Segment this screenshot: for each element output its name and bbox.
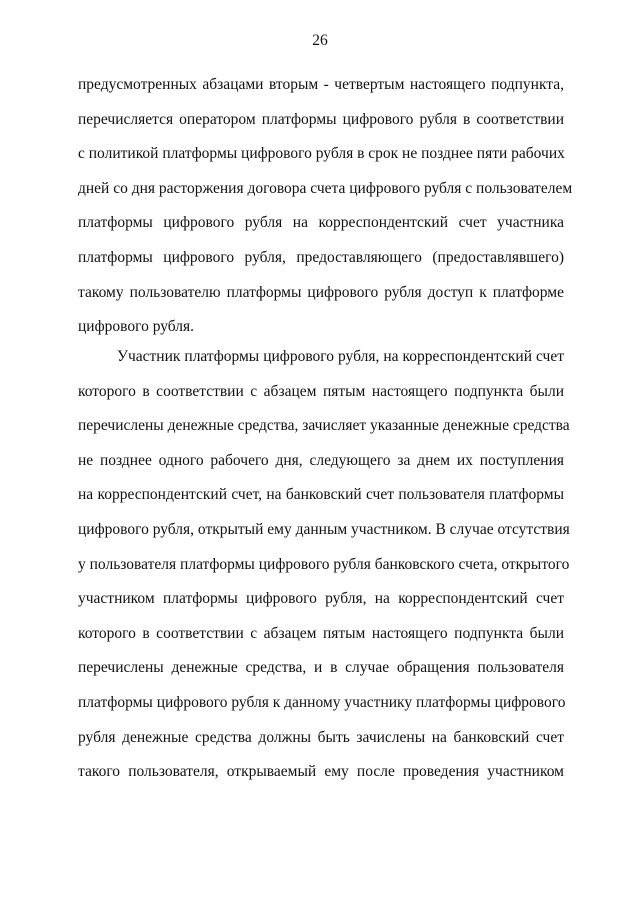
text-line: участником платформы цифрового рубля, на корреспондентский счет [78, 590, 564, 608]
text-line: Участник платформы цифрового рубля, на корреспондентский счет [117, 348, 564, 365]
text-line: которого в соответствии с абзацем пятым настоящего подпункта были [78, 624, 564, 642]
text-line: платформы цифрового рубля к данному участнику платформы цифрового [78, 693, 566, 711]
text-line: цифрового рубля. [78, 318, 195, 336]
page-number: 26 [312, 32, 328, 49]
text-line: перечисляется оператором платформы цифрового рубля в соответствии [78, 110, 564, 128]
paragraph-2 [78, 340, 570, 790]
text-line: с политикой платформы цифрового рубля в срок не позднее пяти рабочих [78, 145, 565, 163]
text-line: на корреспондентский счет, на банковский счет пользователя платформы [78, 486, 564, 504]
text-line: дней со дня расторжения договора счета цифрового рубля с пользователем [78, 179, 573, 197]
text-line: платформы цифрового рубля на корреспондентский счет участника [78, 214, 564, 232]
text-line: у пользователя платформы цифрового рубля банковского счета, открытого [78, 555, 570, 573]
text-line: такого пользователя, открываемый ему после проведения участником [78, 763, 564, 781]
text-line: перечислены денежные средства, зачисляет указанные денежные средства [78, 417, 570, 435]
text-line: рубля денежные средства должны быть зачислены на банковский счет [78, 728, 564, 746]
text-line: платформы цифрового рубля, предоставляющего (предоставлявшего) [78, 248, 564, 266]
paragraph-1 [78, 68, 573, 345]
text-line: цифрового рубля, открытый ему данным участником. В случае отсутствия [78, 520, 570, 538]
text-line: предусмотренных абзацами вторым - четвертым настоящего подпункта, [78, 76, 564, 93]
text-line: не позднее одного рабочего дня, следующего за днем их поступления [78, 451, 564, 469]
text-line: которого в соответствии с абзацем пятым настоящего подпункта были [78, 382, 564, 400]
text-line: такому пользователю платформы цифрового рубля доступ к платформе [78, 283, 564, 301]
text-line: перечислены денежные средства, и в случае обращения пользователя [78, 659, 564, 677]
